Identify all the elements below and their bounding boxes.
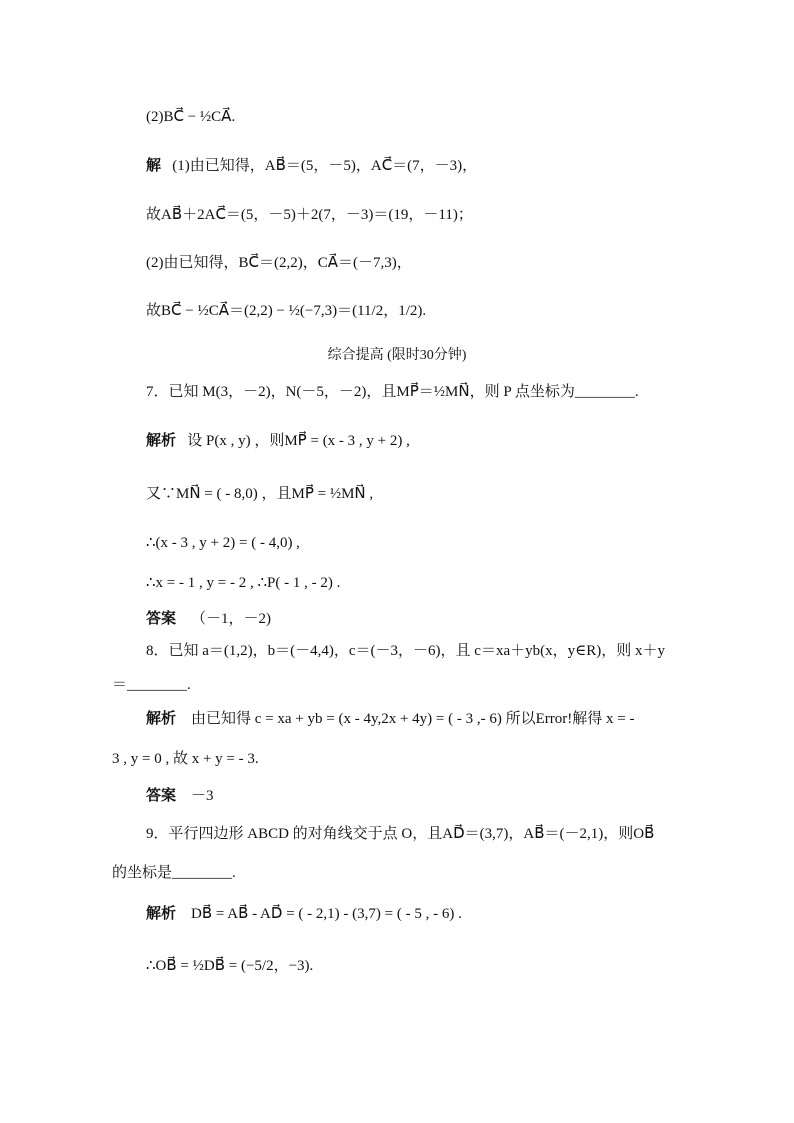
label-jiexi: 解析 (146, 433, 177, 449)
text-line: 的坐标是________. (112, 865, 236, 881)
text: 由已知得 c = xa + yb = (x - 4y,2x + 4y) = ( - 3 ,- 6) 所以Error!解得 x = - (191, 711, 635, 727)
label-daan: 答案 (146, 611, 177, 627)
text: 设 P(x , y) ，则MP⃗ = (x - 3 , y + 2) , (187, 433, 410, 449)
text-line: (2)由已知得，BC⃗＝(2,2)，CA⃗＝(－7,3)， (146, 255, 412, 271)
text: (1)由已知得，AB⃗＝(5，－5)，AC⃗＝(7，－3)， (172, 158, 478, 174)
text-line: ∴x = - 1 , y = - 2 , ∴P( - 1 , - 2) . (146, 575, 341, 591)
text-line: 3 , y = 0 , 故 x + y = - 3. (112, 751, 259, 767)
label-daan: 答案 (146, 788, 177, 804)
answer-line (146, 608, 271, 630)
text: （－1，－2) (191, 611, 272, 627)
text-line: 故BC⃗ − ½CA⃗＝(2,2) − ½(−7,3)＝(11/2，1/2). (146, 303, 427, 319)
label-jiexi: 解析 (146, 711, 177, 727)
answer-line (146, 785, 214, 807)
text-line: ∴OB⃗ = ½DB⃗ = (−5/2，−3). (146, 958, 314, 974)
text: －3 (191, 788, 214, 804)
text-line: ∴(x - 3 , y + 2) = ( - 4,0) , (146, 535, 300, 551)
text-line: (2)BC⃗ − ½CA⃗. (146, 109, 236, 125)
text-line: 又∵MN⃗ = ( - 8,0) ，且MP⃗ = ½MN⃗ , (146, 486, 374, 502)
section-heading: 综合提高 (限时30分钟) (327, 348, 467, 363)
text-line: 故AB⃗＋2AC⃗＝(5，－5)＋2(7，－3)＝(19，－11)； (146, 207, 473, 223)
analysis-line (146, 903, 462, 925)
text: DB⃗ = AB⃗ - AD⃗ = ( - 2,1) - (3,7) = ( - 5 , - 6) . (191, 906, 462, 922)
label-jie: 解 (146, 158, 162, 174)
question-7: 7．已知 M(3，－2)，N(－5，－2)，且MP⃗＝½MN⃗，则 P 点坐标为________. (146, 384, 639, 400)
question-9: 9．平行四边形 ABCD 的对角线交于点 O，且AD⃗＝(3,7)，AB⃗＝(－2,1)，则OB⃗ (146, 826, 655, 842)
text-line: ＝________. (112, 677, 191, 693)
solution-line (146, 155, 477, 177)
question-8: 8．已知 a＝(1,2)，b＝(－4,4)，c＝(－3，－6)，且 c＝xa＋yb(x，y∈R)，则 x＋y (146, 643, 665, 659)
analysis-line (146, 430, 410, 452)
label-jiexi: 解析 (146, 906, 177, 922)
analysis-line (146, 708, 634, 730)
